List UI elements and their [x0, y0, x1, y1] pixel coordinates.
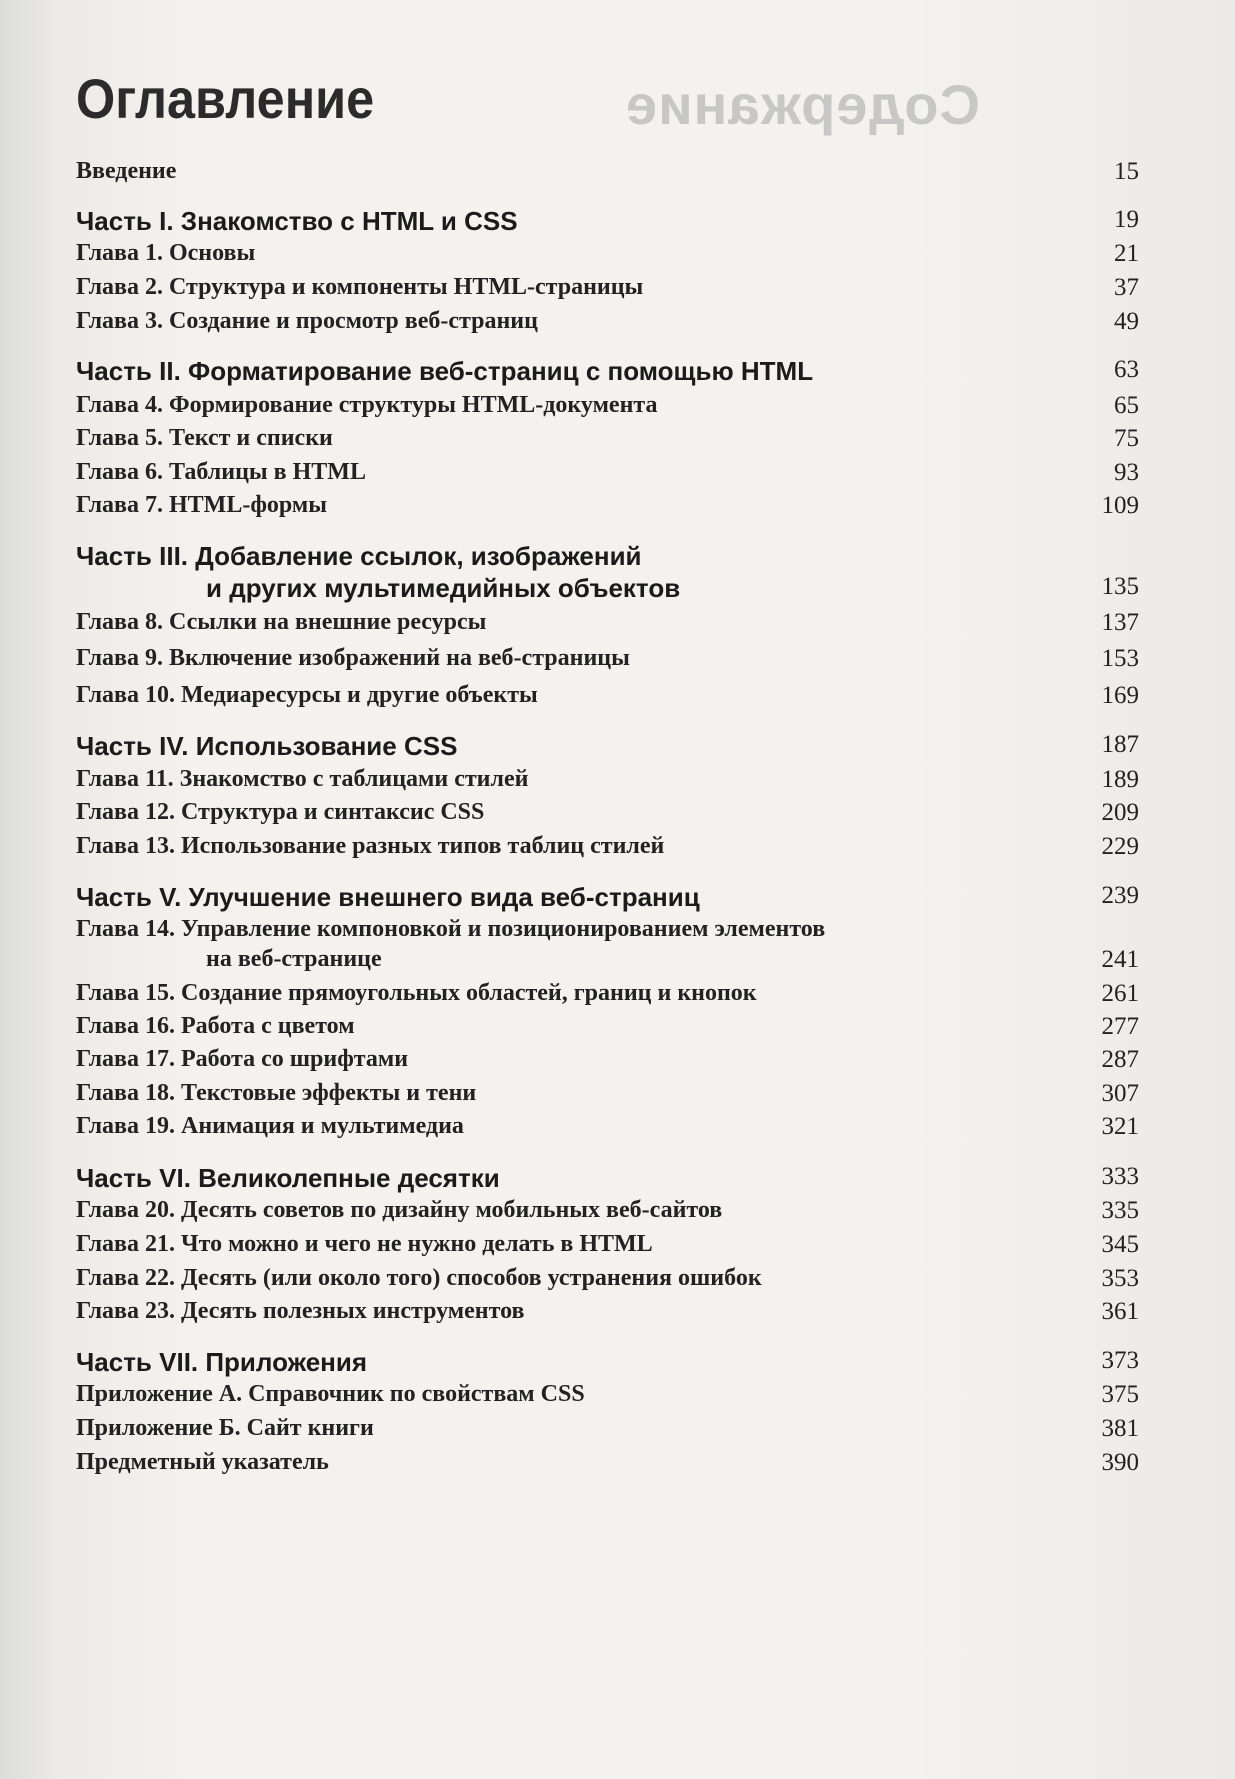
- toc-part-label: Часть II. Форматирование веб-страниц с помощью HTML: [76, 356, 814, 386]
- toc-entry-page: 93: [1114, 459, 1139, 486]
- toc-entry-label: Глава 23. Десять полезных инструментов: [76, 1298, 525, 1324]
- toc-entry-label: Глава 22. Десять (или около того) способов устранения ошибок: [76, 1265, 762, 1291]
- toc-entry-label-continued: на веб-странице: [206, 946, 382, 972]
- toc-part-label: Часть VI. Великолепные десятки: [76, 1163, 500, 1193]
- toc-entry-label: Глава 8. Ссылки на внешние ресурсы: [76, 609, 487, 635]
- toc-entry-label: Глава 2. Структура и компоненты HTML-страницы: [76, 274, 644, 300]
- toc-entry-label: Глава 10. Медиаресурсы и другие объекты: [76, 682, 538, 708]
- toc-entry-page: 241: [1101, 946, 1139, 973]
- toc-entry-page: 75: [1114, 425, 1139, 452]
- toc-entry-page: 137: [1101, 609, 1139, 636]
- toc-entry-label: Глава 12. Структура и синтаксис CSS: [76, 799, 485, 825]
- toc-entry-label: Глава 16. Работа с цветом: [76, 1013, 355, 1039]
- toc-entry-label: Глава 17. Работа со шрифтами: [76, 1046, 409, 1072]
- toc-entry-label: Глава 19. Анимация и мультимедиа: [76, 1113, 464, 1139]
- toc-entry-page: 109: [1101, 492, 1139, 519]
- toc-part-label: Часть V. Улучшение внешнего вида веб-страниц: [76, 882, 700, 912]
- toc-part-label: Часть IV. Использование CSS: [76, 731, 458, 761]
- toc-part-page: 135: [1101, 573, 1139, 600]
- toc-entry-page: 287: [1101, 1046, 1139, 1073]
- toc-part-label: Часть VII. Приложения: [76, 1347, 368, 1377]
- toc-part-page: 373: [1101, 1347, 1139, 1374]
- toc-entry-label: Глава 3. Создание и просмотр веб-страниц: [76, 308, 538, 334]
- toc-entry-page: 381: [1101, 1415, 1139, 1442]
- toc-part-page: 63: [1114, 356, 1139, 383]
- toc-entry-page: 49: [1114, 308, 1139, 335]
- toc-entry-page: 335: [1101, 1197, 1139, 1224]
- toc-entry-label: Глава 20. Десять советов по дизайну мобильных веб-сайтов: [76, 1197, 723, 1223]
- toc-entry-label: Глава 21. Что можно и чего не нужно делать в HTML: [76, 1231, 653, 1257]
- toc-part-label: Часть III. Добавление ссылок, изображений: [76, 541, 642, 571]
- toc-entry-label: Приложение А. Справочник по свойствам CSS: [76, 1381, 585, 1407]
- toc-entry-page: 353: [1101, 1265, 1139, 1292]
- toc-entry-label: Введение: [76, 158, 177, 184]
- toc-entry-label: Глава 11. Знакомство с таблицами стилей: [76, 766, 529, 792]
- toc-part-page: 19: [1114, 206, 1139, 233]
- toc-part-label: Часть I. Знакомство с HTML и CSS: [76, 206, 518, 236]
- toc-entry-page: 277: [1101, 1013, 1139, 1040]
- toc-entry-page: 375: [1101, 1381, 1139, 1408]
- toc-entry-label: Глава 14. Управление компоновкой и позиционированием элементов: [76, 916, 826, 942]
- toc-entry-page: 307: [1101, 1080, 1139, 1107]
- toc-entry-page: 65: [1114, 392, 1139, 419]
- toc-entry-page: 345: [1101, 1231, 1139, 1258]
- toc-entry-page: 321: [1101, 1113, 1139, 1140]
- toc-entry-page: 229: [1101, 833, 1139, 860]
- toc-entry-page: 169: [1101, 682, 1139, 709]
- toc-entry-page: 261: [1101, 980, 1139, 1007]
- toc-entry-label: Глава 15. Создание прямоугольных областей, границ и кнопок: [76, 980, 757, 1006]
- toc-entry-label: Глава 6. Таблицы в HTML: [76, 459, 366, 485]
- toc-entry-label: Предметный указатель: [76, 1449, 329, 1475]
- toc-entry-label: Глава 18. Текстовые эффекты и тени: [76, 1080, 477, 1106]
- toc-entry-page: 390: [1101, 1449, 1139, 1476]
- toc-entry-page: 361: [1101, 1298, 1139, 1325]
- toc-entry-label: Глава 7. HTML-формы: [76, 492, 327, 518]
- toc-entry-page: 21: [1114, 240, 1139, 267]
- toc-entry-label: Глава 9. Включение изображений на веб-страницы: [76, 645, 630, 671]
- toc-entry-label: Глава 13. Использование разных типов таблиц стилей: [76, 833, 665, 859]
- toc-part-label-continued: и других мультимедийных объектов: [206, 573, 681, 603]
- toc-part-page: 333: [1101, 1163, 1139, 1190]
- toc-entry-label: Глава 5. Текст и списки: [76, 425, 333, 451]
- toc-entry-label: Приложение Б. Сайт книги: [76, 1415, 374, 1441]
- toc-entry-page: 189: [1101, 766, 1139, 793]
- toc-part-page: 239: [1101, 882, 1139, 909]
- page-title: Оглавление: [76, 67, 375, 130]
- toc-entry-label: Глава 4. Формирование структуры HTML-документа: [76, 392, 658, 418]
- toc-entry-page: 37: [1114, 274, 1139, 301]
- toc-entry-page: 15: [1114, 158, 1139, 185]
- toc-entry-page: 209: [1101, 799, 1139, 826]
- toc-part-page: 187: [1101, 731, 1139, 758]
- toc-entry-label: Глава 1. Основы: [76, 240, 256, 266]
- toc-entry-page: 153: [1101, 645, 1139, 672]
- bleed-through-title: Содержание: [625, 73, 980, 136]
